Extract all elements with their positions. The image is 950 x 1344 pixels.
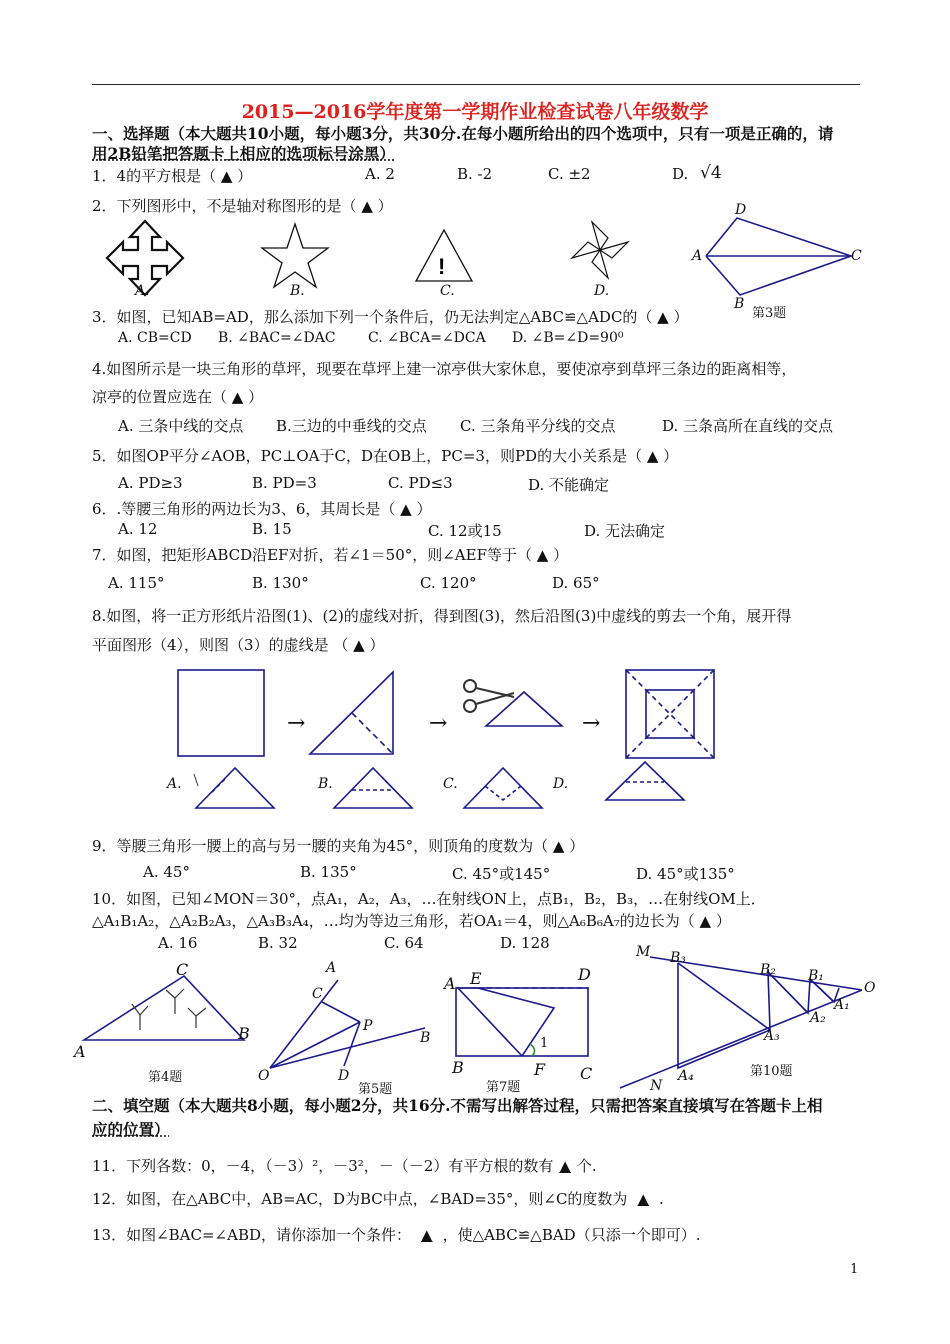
fig3-label-a: A (692, 248, 703, 264)
section1-heading-cont: 用2B铅笔把答题卡上相应的选项标号涂黑） (92, 144, 395, 163)
fig4-label-b: B (238, 1024, 250, 1043)
fig7-label-b: B (452, 1058, 464, 1077)
q6-stem: 6．.等腰三角形的两边长为3、6，其周长是（ ▲ ） (92, 500, 432, 518)
fig7-caption: 第7题 (486, 1080, 521, 1095)
q3-option-d: D. ∠B=∠D=90⁰ (512, 330, 624, 346)
fig5-label-a: A (326, 960, 337, 976)
fig10-label-a2: A₂ (810, 1010, 826, 1026)
fig3-label-d: D (735, 202, 747, 218)
q7-stem: 7．如图，把矩形ABCD沿EF对折，若∠1＝50°，则∠AEF等于（ ▲ ） (92, 546, 569, 564)
q13-stem: 13．如图∠BAC=∠ABD，请你添加一个条件： (92, 1226, 412, 1244)
fig4-label-c: C (176, 960, 189, 979)
q13-blank: ▲ (421, 1226, 433, 1244)
q1-option-d-label: D. (672, 165, 689, 183)
section2-heading: 二、填空题（本大题共8小题，每小题2分，共16分.不需写出解答过程，只需把答案直接填写在答题卡上相 (92, 1096, 823, 1115)
q9-option-c: C. 45°或145° (452, 865, 551, 883)
fig10-label-a4: A₄ (678, 1068, 694, 1084)
fig10-caption: 第10题 (750, 1064, 793, 1079)
q10-line1: 10．如图，已知∠MON＝30°，点A₁，A₂，A₃，…在射线ON上，点B₁，B₂，B₃，…在射线OM上． (92, 890, 766, 908)
q2-stem: 2．下列图形中，不是轴对称图形的是（ ▲ ） (92, 197, 393, 215)
q5-stem: 5．如图OP平分∠AOB，PC⊥OA于C，D在OB上，PC=3，则PD的大小关系是（ ▲ ） (92, 447, 679, 465)
q1-option-a: A. 2 (365, 165, 395, 183)
fig5-label-c: C (312, 986, 323, 1002)
fig7-label-f: F (534, 1060, 546, 1079)
section1-heading: 一、选择题（本大题共10小题，每小题3分，共30分.在每小题所给出的四个选项中，只有一项是正确的，请 (92, 124, 834, 143)
q8-label-a: A. (167, 776, 182, 792)
q11-stem: 11．下列各数：0，－4，（－3）²，－3²，－（－2）有平方根的数有 (92, 1157, 554, 1175)
q4-option-d: D. 三条高所在直线的交点 (662, 417, 834, 435)
q13-row (92, 1224, 700, 1245)
q10-option-a: A. 16 (158, 934, 198, 952)
q10-option-b: B. 32 (258, 934, 298, 952)
q6-option-d: D. 无法确定 (584, 522, 666, 540)
section2-heading-cont: 应的位置） (92, 1120, 170, 1139)
q4-option-a: A. 三条中线的交点 (118, 417, 244, 435)
fig10-label-o: O (864, 980, 876, 996)
q8-arrow-2: → (429, 711, 448, 736)
q10-line2: △A₁B₁A₂，△A₂B₂A₃，△A₃B₃A₄，…均为等边三角形，若OA₁＝4，则△A₆B₆A₇的边长为（ ▲ ） (92, 912, 731, 930)
fig10-label-a3: A₃ (764, 1028, 780, 1044)
q5-option-a: A. PD≥3 (118, 474, 183, 492)
warning-mark: ! (438, 254, 446, 279)
q2-label-c: C. (440, 283, 455, 299)
q7-option-a: A. 115° (108, 574, 165, 592)
fig10-label-m: M (636, 944, 651, 960)
q8-label-b: B. (318, 776, 333, 792)
fig3-label-c: C (851, 248, 862, 264)
q3-option-b: B. ∠BAC=∠DAC (218, 330, 336, 346)
q10-option-c: C. 64 (384, 934, 424, 952)
q4-option-b: B.三边的中垂线的交点 (276, 417, 427, 435)
q8-arrow-3: → (582, 711, 601, 736)
q2-label-b: B. (290, 283, 305, 299)
q9-stem: 9．等腰三角形一腰上的高与另一腰的夹角为45°，则顶角的度数为（ ▲ ） (92, 837, 585, 855)
q5-option-c: C. PD≤3 (388, 474, 453, 492)
q3-option-a: A. CB=CD (118, 330, 192, 346)
fig4-caption: 第4题 (148, 1070, 183, 1085)
q1-option-b: B. -2 (457, 165, 493, 183)
q3-option-c: C. ∠BCA=∠DCA (368, 330, 486, 346)
q11-row (92, 1155, 597, 1176)
q6-option-b: B. 15 (252, 520, 292, 538)
q10-option-d: D. 128 (500, 934, 550, 952)
page-number: 1 (850, 1262, 859, 1277)
q8-label-c: C. (443, 776, 458, 792)
q7-option-c: C. 120° (420, 574, 477, 592)
fig3-caption: 第3题 (752, 306, 787, 321)
fig7-rectangle (456, 988, 588, 1056)
q1-option-c: C. ±2 (548, 165, 591, 183)
q11-tail: 个. (576, 1157, 597, 1175)
q9-option-b: B. 135° (300, 863, 357, 881)
q12-tail: . (658, 1190, 664, 1208)
q4-option-c: C. 三条角平分线的交点 (460, 417, 616, 435)
q12-stem: 12．如图，在△ABC中，AB=AC，D为BC中点，∠BAD=35°，则∠C的度数为 (92, 1190, 628, 1208)
fig5-label-d: D (338, 1068, 350, 1084)
fig5-caption: 第5题 (358, 1082, 393, 1097)
fig7-label-e: E (470, 969, 482, 988)
q13-tail: ，使△ABC≌△BAD（只添一个即可）. (442, 1226, 701, 1244)
q8-arrow-1: → (287, 711, 306, 736)
q11-blank: ▲ (559, 1157, 571, 1175)
q4-line2: 凉亭的位置应选在（ ▲ ） (92, 388, 264, 406)
q6-option-a: A. 12 (118, 520, 158, 538)
q1-stem: 1．4的平方根是（ ▲ ） (92, 167, 253, 185)
fig5-label-b: B (420, 1030, 431, 1046)
q6-option-c: C. 12或15 (428, 522, 502, 540)
q12-row (92, 1188, 664, 1209)
q5-option-b: B. PD=3 (252, 474, 317, 492)
q5-option-d: D. 不能确定 (528, 476, 610, 494)
fig7-label-d: D (578, 965, 591, 984)
q8-line2: 平面图形（4），则图（3）的虚线是 （ ▲ ） (92, 636, 385, 654)
fig5-label-o: O (258, 1068, 270, 1084)
fig7-label-c: C (580, 1064, 593, 1083)
q2-label-a: A. (135, 283, 150, 299)
fig10-label-b1: B₁ (808, 968, 824, 984)
q7-option-b: B. 130° (252, 574, 309, 592)
q3-stem: 3．如图，已知AB=AD，那么添加下列一个条件后，仍无法判定△ABC≌△ADC的（ ▲ ） (92, 308, 689, 326)
fig3-label-b: B (734, 296, 745, 312)
fig10-label-b3: B₃ (670, 950, 686, 966)
fig7-label-a: A (444, 974, 456, 993)
q8-label-d: D. (553, 776, 569, 792)
q4-line1: 4.如图所示是一块三角形的草坪，现要在草坪上建一凉亭供大家休息，要使凉亭到草坪三条边的距离相等， (92, 360, 797, 378)
fig10-label-n: N (650, 1078, 663, 1094)
fig10-label-a1: A₁ (834, 997, 850, 1013)
fig10-label-b2: B₂ (760, 962, 776, 978)
q2-label-d: D. (594, 283, 610, 299)
fig4-label-a: A (74, 1042, 86, 1061)
q12-blank: ▲ (637, 1190, 649, 1208)
fig5-label-p: P (363, 1018, 373, 1034)
q7-option-d: D. 65° (552, 574, 600, 592)
q8-line1: 8.如图，将一正方形纸片沿图(1)、(2)的虚线对折，得到图(3)，然后沿图(3)中虚线的剪去一个角，展开得 (92, 607, 792, 625)
q9-option-a: A. 45° (143, 863, 190, 881)
page-title: 2015—2016学年度第一学期作业检查试卷八年级数学 (241, 101, 709, 123)
fig4-triangle (84, 976, 244, 1040)
fig5-angle (270, 980, 425, 1068)
fig7-angle-1: 1 (540, 1036, 549, 1051)
q1-option-d-value: √4 (700, 163, 722, 183)
q9-option-d: D. 45°或135° (636, 865, 735, 883)
